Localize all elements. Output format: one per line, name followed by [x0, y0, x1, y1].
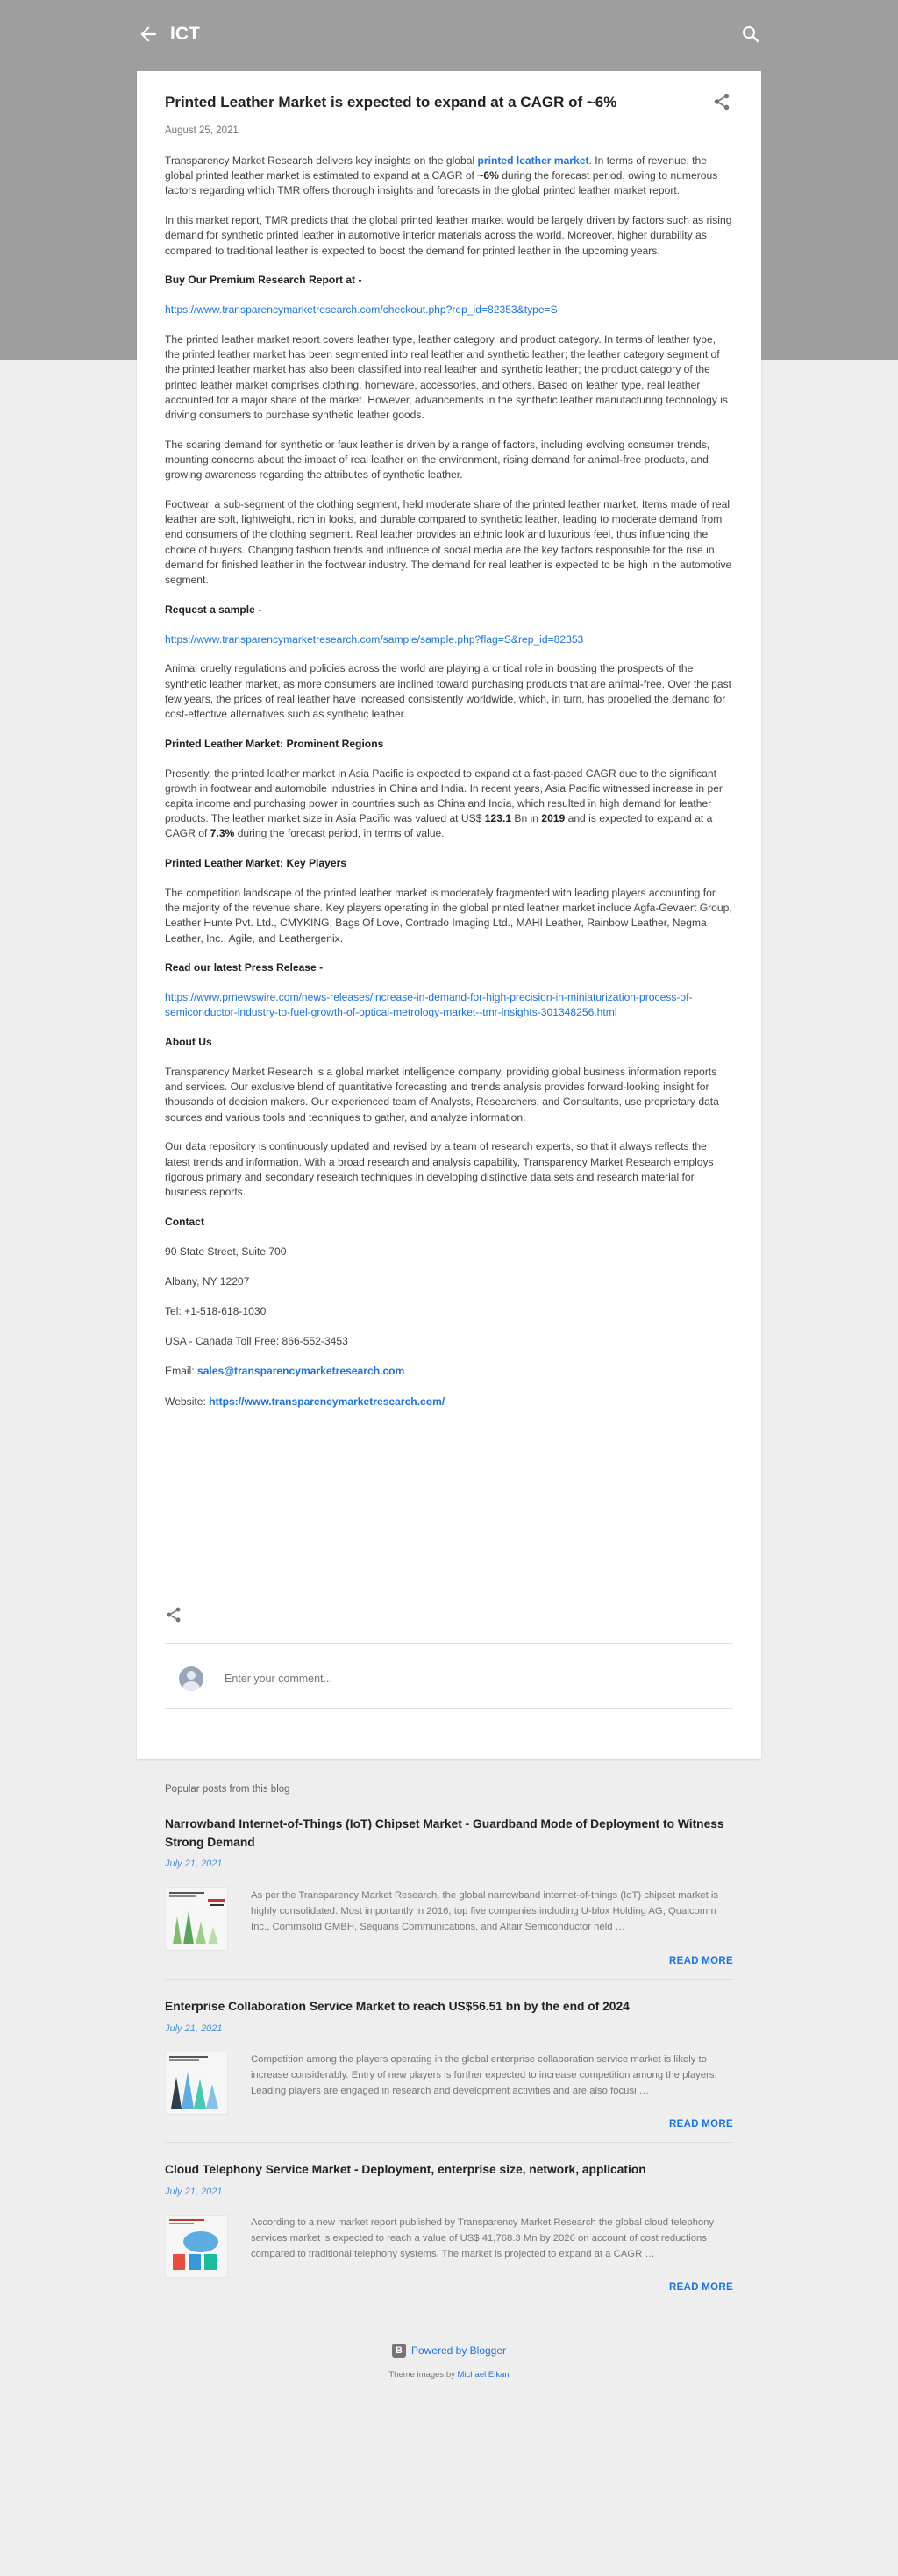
- buy-report-link[interactable]: https://www.transparencymarketresearch.com/checkout.php?rep_id=82353&type=S: [165, 303, 558, 317]
- read-more-link[interactable]: READ MORE: [669, 2282, 733, 2293]
- paragraph: In this market report, TMR predicts that the global printed leather market would be largely driven by factors such as rising demand for synthetic printed leather in automotive interior materials across the world. Moreover, higher durability as compared to traditional leather is expected to boost the demand for printed leather in the upcoming years.: [165, 214, 732, 257]
- printed-leather-market-link[interactable]: printed leather market: [477, 154, 589, 167]
- contact-block: [165, 1245, 733, 1409]
- post-title: Printed Leather Market is expected to expand at a CAGR of ~6%: [165, 94, 617, 111]
- theme-credit: [0, 2370, 898, 2380]
- read-more-link[interactable]: READ MORE: [669, 1956, 733, 1966]
- theme-author-link[interactable]: Michael Elkan: [457, 2370, 510, 2380]
- market-size-value: 123.1: [484, 812, 512, 825]
- comment-input[interactable]: [224, 1665, 716, 1693]
- search-icon[interactable]: [740, 24, 761, 45]
- cagr-value: ~6%: [477, 169, 499, 182]
- popular-post-date: July 21, 2021: [165, 1859, 223, 1869]
- paragraph: The printed leather market report covers leather type, leather category, and product category. In terms of leather type, the printed leather market has been segmented into real leather and synthetic leather; the leather category segment of the printed leather market has also been classified into real leather and synthetic leather; the product category of the printed leather market comprises clothing, homeware, accessories, and others. Based on leather type, real leather accounted for a major share of the market. However, advancements in the synthetic leather manufacturing technology is driving consumers to purchase synthetic leather goods.: [165, 333, 728, 422]
- contact-email: [165, 1364, 733, 1379]
- avatar-icon: [179, 1666, 203, 1691]
- popular-post-thumbnail[interactable]: [165, 2215, 228, 2278]
- paragraph: Animal cruelty regulations and policies across the world are playing a critical role in boosting the prospects of the synthetic leather market, as more consumers are inclined toward purchasing products that are animal-free. Over the past few years, the prices of real leather have increased consistently worldwide, which, in turn, has propelled the demand for cost-effective alternatives such as synthetic leather.: [165, 662, 731, 721]
- post-body: [165, 153, 733, 1409]
- request-sample-heading: Request a sample -: [165, 603, 262, 616]
- paragraph: The soaring demand for synthetic or faux leather is driven by a range of factors, including evolving consumer trends, mounting concerns about the impact of real leather on the environment, rising demand for animal-free products, and growing awareness regarding the attributes of synthetic leather.: [165, 438, 710, 482]
- popular-post-snippet: As per the Transparency Market Research, the global narrowband internet-of-things (IoT) chipset market is highly consolidated. Most importantly in 2016, top five companies including U-blox Holding AG, Qualcomm Inc., Commsolid GMBH, Sequans Communications, and Altair Semiconductor held …: [251, 1890, 719, 1932]
- post: [165, 92, 733, 1424]
- website-link[interactable]: https://www.transparencymarketresearch.com/: [209, 1395, 445, 1408]
- popular-post-snippet: Competition among the players operating in the global enterprise collaboration service market is likely to increase considerably. Entry of new players is further expected to increase competition among the players. Leading players are engaged in research and development activities and are also focusi …: [251, 2054, 717, 2096]
- paragraph: Our data repository is continuously updated and revised by a team of research experts, so that it always reflects the latest trends and information. With a broad research and analysis capability, Transparency Market Research employs rigorous primary and secondary research techniques in developing distinctive data sets and research material for business reports.: [165, 1140, 714, 1199]
- popular-post: [165, 1998, 733, 2034]
- share-icon[interactable]: [165, 1606, 184, 1625]
- divider: [165, 1979, 733, 1980]
- post-date: August 25, 2021: [165, 125, 239, 136]
- popular-posts-heading: Popular posts from this blog: [165, 1784, 290, 1795]
- blogger-icon: B: [392, 2344, 406, 2358]
- divider: [165, 2142, 733, 2143]
- popular-post-title[interactable]: Enterprise Collaboration Service Market to reach US$56.51 bn by the end of 2024: [165, 2000, 630, 2013]
- text: during the forecast period, in terms of value.: [234, 827, 445, 840]
- arrow-back-icon[interactable]: [137, 23, 160, 46]
- about-us-heading: About Us: [165, 1036, 212, 1049]
- text: . In terms of revenue, the global printed leather market is estimated to expand at a CAGR of: [165, 154, 707, 182]
- text: Bn in: [511, 812, 542, 825]
- key-players-heading: Printed Leather Market: Key Players: [165, 857, 347, 870]
- blog-title[interactable]: ICT: [170, 24, 200, 44]
- read-more-link[interactable]: READ MORE: [669, 2119, 733, 2130]
- contact-website: [165, 1395, 733, 1409]
- paragraph-intro: [165, 153, 733, 199]
- popular-posts: [165, 1784, 733, 2293]
- divider: [165, 1708, 733, 1709]
- contact-tollfree: USA - Canada Toll Free: 866-552-3453: [165, 1335, 348, 1348]
- year-value: 2019: [541, 812, 566, 825]
- website-label: Website:: [165, 1395, 210, 1408]
- theme-credit-label: Theme images by: [388, 2370, 458, 2380]
- cagr-value: 7.3%: [210, 827, 235, 840]
- paragraph: Footwear, a sub-segment of the clothing segment, held moderate share of the printed leather market. Items made of real leather are soft, lightweight, rich in looks, and durable compared to synthetic leather, leading to moderate demand from end consumers of the clothing segment. Real leather provides an ethnic look and luxurious feel, thus influencing the choice of buyers. Changing fashion trends and influence of social media are the key factors responsible for the rise in demand for finished leather in the footwear industry. The demand for real leather is expected to be high in the automotive segment.: [165, 498, 732, 587]
- email-label: Email:: [165, 1365, 197, 1378]
- text: Presently, the printed leather market in Asia Pacific is expected to expand at a fast-paced CAGR due to the significant growth in footwear and automobile industries in China and India. In recent years, Asia Pacific witnessed increase in per capita income and purchasing power in countries such as China and India, which resulted in high demand for leather products. The leather market size in Asia Pacific was valued at US$: [165, 767, 723, 825]
- popular-post-snippet: According to a new market report published by Transparency Market Research the global cloud telephony services market is expected to reach a value of US$ 41,768.3 Mn by 2026 on account of cost reductions compared to traditional telephony systems. The market is projected to expand at a CAGR …: [251, 2217, 715, 2259]
- footer: [0, 2342, 898, 2380]
- contact-tel: Tel: +1-518-618-1030: [165, 1305, 267, 1318]
- press-release-link[interactable]: https://www.prnewswire.com/news-releases/increase-in-demand-for-high-precision-in-miniaturization-process-of-semiconductor-industry-to-fuel-growth-of-optical-metrology-market--tmr-insights-301348256.html: [165, 991, 693, 1019]
- request-sample-link[interactable]: https://www.transparencymarketresearch.com/sample/sample.php?flag=S&rep_id=82353: [165, 632, 584, 646]
- text: Transparency Market Research delivers key insights on the global: [165, 154, 478, 167]
- popular-post-title[interactable]: Narrowband Internet-of-Things (IoT) Chipset Market - Guardband Mode of Deployment to Witness Strong Demand: [165, 1817, 724, 1849]
- contact-address: 90 State Street, Suite 700: [165, 1245, 287, 1258]
- paragraph-regions: [165, 767, 733, 842]
- text: during the forecast period, owing to numerous factors regarding which TMR offers thorough insights and forecasts in the global printed leather market report.: [165, 169, 718, 197]
- divider: [165, 1643, 733, 1644]
- share-icon[interactable]: [712, 92, 733, 113]
- popular-post-thumbnail[interactable]: [165, 1887, 228, 1951]
- contact-heading: Contact: [165, 1215, 205, 1228]
- press-release-heading: Read our latest Press Release -: [165, 961, 324, 974]
- popular-post-date: July 21, 2021: [165, 2023, 223, 2034]
- powered-by-label: Powered by Blogger: [410, 2344, 507, 2357]
- regions-heading: Printed Leather Market: Prominent Regions: [165, 737, 384, 750]
- post-card: [137, 71, 761, 1759]
- top-bar: [137, 19, 761, 49]
- popular-post-thumbnail[interactable]: [165, 2052, 228, 2115]
- buy-report-heading: Buy Our Premium Research Report at -: [165, 274, 362, 287]
- paragraph: The competition landscape of the printed leather market is moderately fragmented with leading players accounting for the majority of the revenue share. Key players operating in the global printed leather market include Agfa-Gevaert Group, Leather Hunte Pvt. Ltd., CMYKING, Bags Of Love, Contrado Imaging Ltd., MAHI Leather, Rainbow Leather, Negma Leather, Inc., Agile, and Leathergenix.: [165, 887, 732, 945]
- contact-city: Albany, NY 12207: [165, 1274, 250, 1288]
- text: and is expected to expand at a CAGR of: [165, 812, 713, 840]
- popular-post: [165, 1816, 733, 1869]
- email-link[interactable]: sales@transparencymarketresearch.com: [196, 1365, 405, 1378]
- paragraph: Transparency Market Research is a global market intelligence company, providing global business information reports and services. Our exclusive blend of quantitative forecasting and trends analysis provides forward-looking insight for thousands of decision makers. Our experienced team of Analysts, Researchers, and Consultants, use proprietary data sources and various tools and techniques to gather, and analyze information.: [165, 1066, 719, 1124]
- popular-post-date: July 21, 2021: [165, 2186, 223, 2197]
- popular-post-title[interactable]: Cloud Telephony Service Market - Deployment, enterprise size, network, application: [165, 2163, 646, 2176]
- popular-post: [165, 2161, 733, 2197]
- powered-by-blogger-link[interactable]: [392, 2344, 506, 2358]
